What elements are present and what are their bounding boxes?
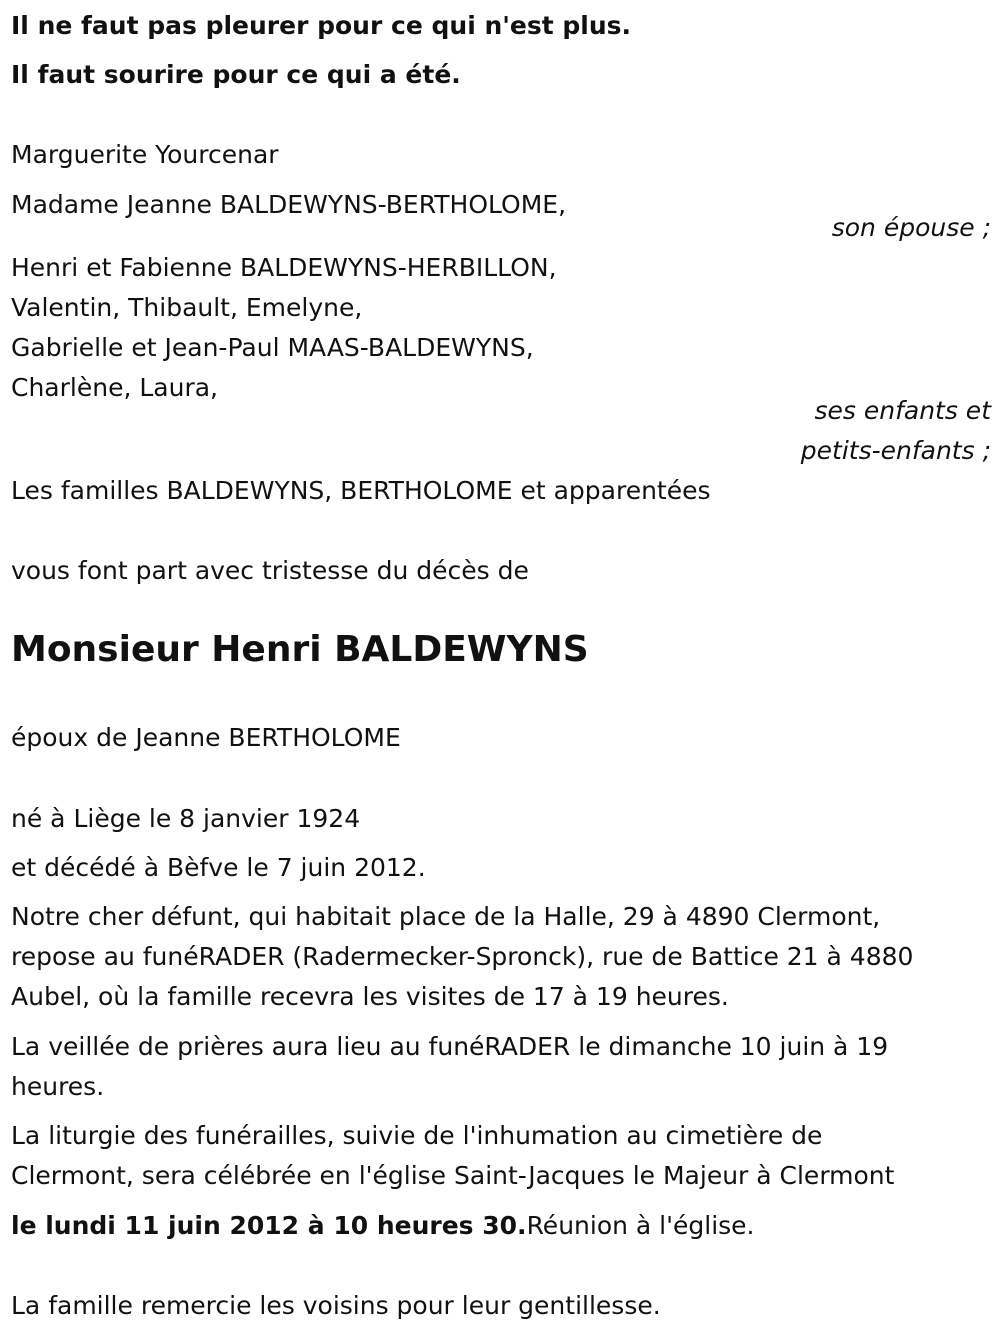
spouse-of-line: époux de Jeanne BERTHOLOME — [11, 723, 401, 752]
relatives-line: Les familles BALDEWYNS, BERTHOLOME et apparentées — [11, 476, 711, 505]
child-line-3: Gabrielle et Jean-Paul MAAS-BALDEWYNS, — [11, 333, 534, 362]
deceased-name: Monsieur Henri BALDEWYNS — [11, 629, 589, 670]
children-role-line-1: ses enfants et — [814, 396, 991, 425]
child-line-4: Charlène, Laura, — [11, 373, 218, 402]
thanks-line: La famille remercie les voisins pour leur gentillesse. — [11, 1291, 661, 1320]
quote-line-1: Il ne faut pas pleurer pour ce qui n'est plus. — [11, 11, 632, 40]
children-role-line-2: petits-enfants ; — [800, 436, 991, 465]
residence-line-1: Notre cher défunt, qui habitait place de la Halle, 29 à 4890 Clermont, — [11, 902, 881, 931]
child-line-1: Henri et Fabienne BALDEWYNS-HERBILLON, — [11, 253, 557, 282]
quote-line-2: Il faut sourire pour ce qui a été. — [11, 60, 461, 89]
liturgy-line-1: La liturgie des funérailles, suivie de l'inhumation au cimetière de — [11, 1121, 823, 1150]
spouse-role: son épouse ; — [831, 213, 991, 242]
funeral-date-line — [11, 1206, 755, 1246]
death-line: et décédé à Bèfve le 7 juin 2012. — [11, 853, 426, 882]
vigil-line-1: La veillée de prières aura lieu au funéRADER le dimanche 10 juin à 19 — [11, 1032, 889, 1061]
residence-line-2: repose au funéRADER (Radermecker-Spronck), rue de Battice 21 à 4880 — [11, 942, 914, 971]
spouse-name: Madame Jeanne BALDEWYNS-BERTHOLOME, — [11, 190, 567, 219]
meeting-text: Réunion à l'église. — [526, 1211, 755, 1240]
vigil-line-2: heures. — [11, 1072, 105, 1101]
residence-line-3: Aubel, où la famille recevra les visites de 17 à 19 heures. — [11, 982, 729, 1011]
announcement-intro: vous font part avec tristesse du décès de — [11, 556, 529, 585]
quote-author: Marguerite Yourcenar — [11, 140, 279, 169]
birth-line: né à Liège le 8 janvier 1924 — [11, 804, 361, 833]
child-line-2: Valentin, Thibault, Emelyne, — [11, 293, 363, 322]
funeral-date: le lundi 11 juin 2012 à 10 heures 30. — [11, 1211, 527, 1240]
liturgy-line-2: Clermont, sera célébrée en l'église Saint-Jacques le Majeur à Clermont — [11, 1161, 895, 1190]
